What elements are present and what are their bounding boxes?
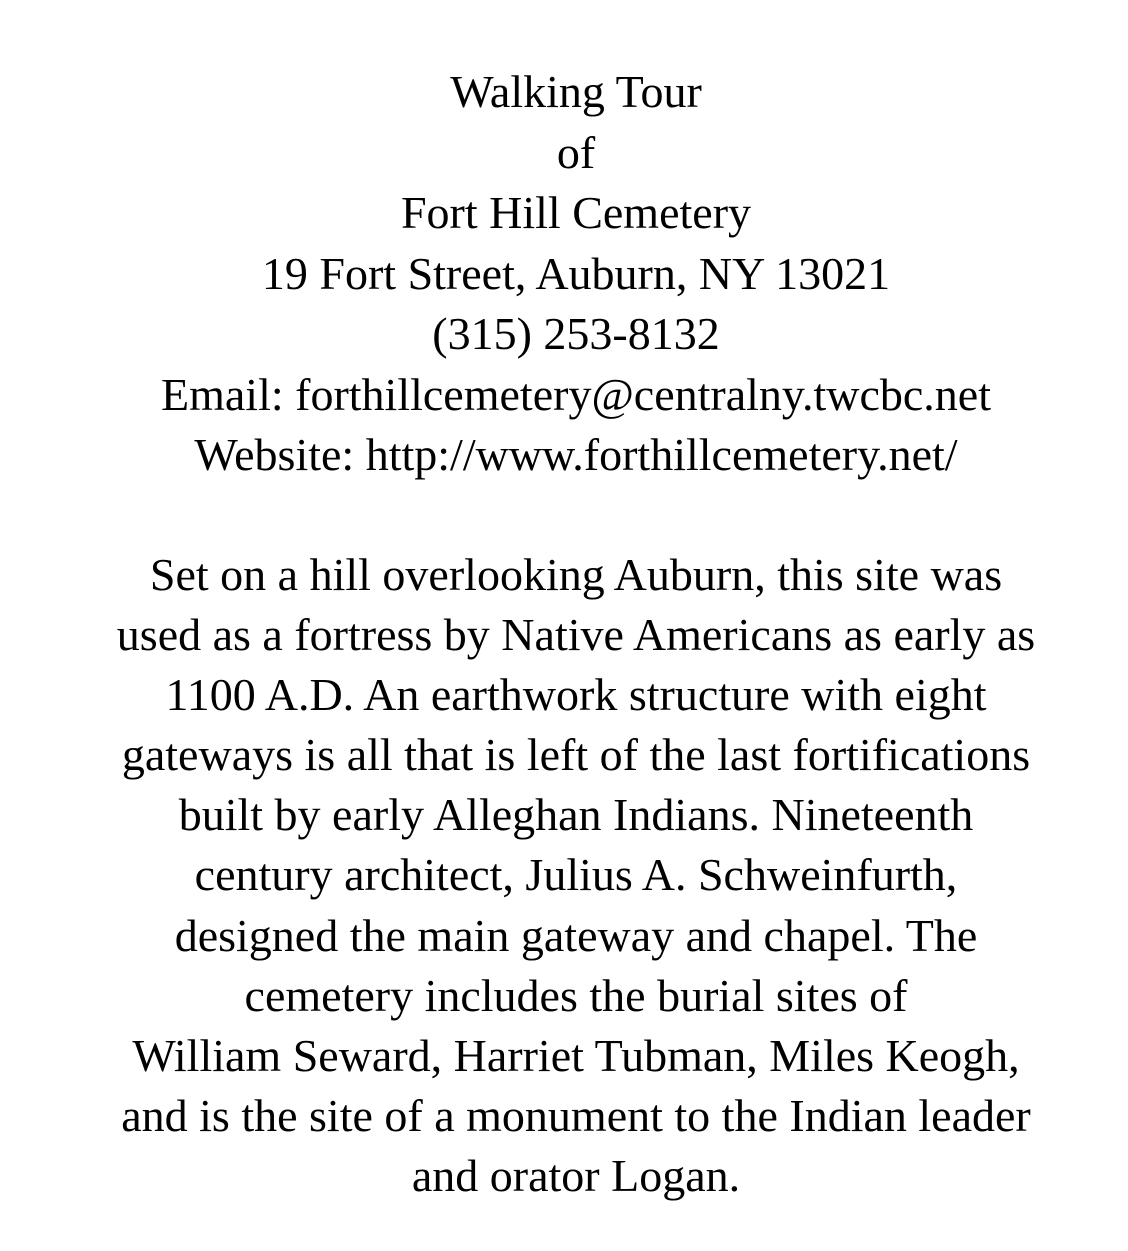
- description-line: built by early Alleghan Indians. Nineteenth: [178, 789, 974, 841]
- phone: (315) 253-8132: [432, 308, 720, 359]
- description-line: used as a fortress by Native Americans as early as: [116, 609, 1036, 661]
- description-line: and is the site of a monument to the Indian leader: [121, 1089, 1031, 1141]
- description-line: gateways is all that is left of the last fortifications: [121, 729, 1031, 781]
- header-block: [0, 62, 1128, 486]
- description-line: designed the main gateway and chapel. The: [174, 909, 978, 961]
- title-line-3: Fort Hill Cemetery: [400, 187, 752, 238]
- description-line: Set on a hill overlooking Auburn, this site was: [149, 549, 1003, 600]
- email: Email: forthillcemetery@centralny.twcbc.net: [161, 368, 991, 420]
- website: Website: http://www.forthillcemetery.net/: [194, 429, 958, 480]
- description-line: century architect, Julius A. Schweinfurth,: [194, 849, 958, 901]
- title-line-2: of: [556, 126, 596, 178]
- description-line: William Seward, Harriet Tubman, Miles Keogh,: [132, 1029, 1020, 1081]
- description-line: and orator Logan.: [411, 1149, 741, 1201]
- description-paragraph: [0, 545, 1128, 1206]
- description-line: cemetery includes the burial sites of: [244, 969, 908, 1021]
- title-line-1: Walking Tour: [450, 66, 702, 117]
- address: 19 Fort Street, Auburn, NY 13021: [261, 247, 891, 299]
- description-line: 1100 A.D. An earthwork structure with eight: [165, 669, 987, 721]
